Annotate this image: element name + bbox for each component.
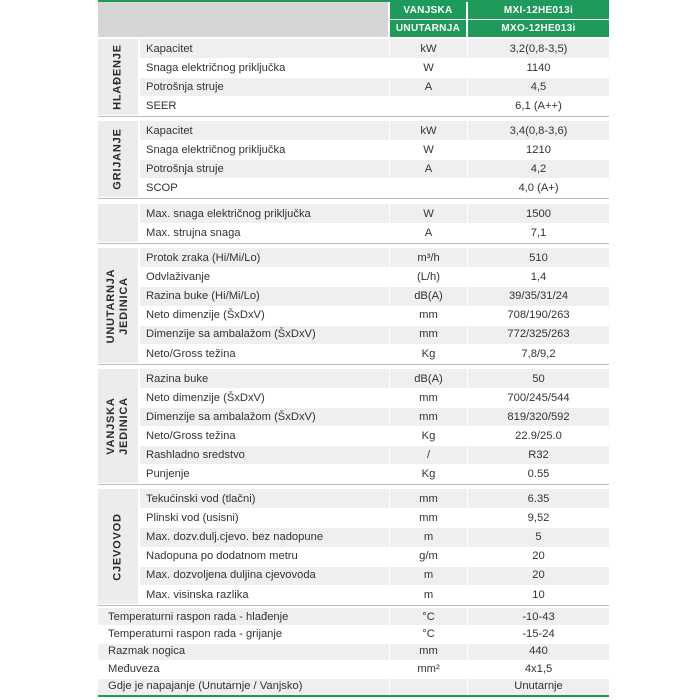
row-name: Max. strujna snaga [146, 226, 241, 239]
column-separator [389, 369, 390, 483]
table-row [140, 508, 609, 527]
row-value: 4x1,5 [524, 662, 553, 675]
row-name: Potrošnja struje [146, 80, 224, 93]
table-row [98, 625, 609, 642]
row-value: 39/35/31/24 [508, 289, 569, 302]
row-name: Plinski vod (usisni) [146, 511, 239, 524]
row-separator [140, 527, 609, 528]
row-value: 6,1 (A++) [515, 99, 562, 112]
row-unit: m [423, 588, 434, 601]
section-divider [98, 116, 609, 117]
row-name: Punjenje [146, 467, 190, 480]
row-name: Protok zraka (Hi/Mi/Lo) [146, 251, 261, 264]
row-name: Odvlaživanje [146, 270, 211, 283]
row-separator [140, 223, 609, 224]
row-unit: W [423, 207, 434, 220]
row-name: Neto/Gross težina [146, 429, 236, 442]
row-unit: W [423, 61, 434, 74]
column-separator [467, 489, 468, 604]
table-row [140, 388, 609, 407]
row-separator [140, 464, 609, 465]
header-vanjska: VANJSKA [390, 2, 466, 19]
row-unit: °C [422, 628, 435, 641]
section-label-line: CJEVOVOD [111, 512, 124, 581]
table-row [140, 39, 609, 58]
section-rows-hladenje [140, 39, 609, 115]
section-label-unutarnja [105, 268, 131, 343]
row-separator [140, 344, 609, 345]
row-separator [140, 547, 609, 548]
table-row [140, 140, 609, 159]
row-value: 1140 [526, 61, 551, 74]
row-name: Međuveza [108, 662, 160, 675]
row-value: 708/190/263 [507, 309, 570, 322]
table-row [140, 306, 609, 325]
row-unit [390, 178, 467, 197]
section-label-line: VANJSKA [105, 397, 117, 455]
header-model-indoor: MXI-12HE013i [468, 2, 609, 19]
row-separator [140, 96, 609, 97]
column-separator [467, 248, 468, 363]
row-unit: kW [420, 42, 437, 55]
row-unit: A [424, 162, 433, 175]
row-unit: mm [419, 309, 438, 322]
table-row [140, 267, 609, 286]
row-separator [140, 159, 609, 160]
column-separator [389, 204, 390, 242]
table-row [140, 96, 609, 115]
row-value: 3,4(0,8-3,6) [509, 124, 568, 137]
section-divider [98, 484, 609, 485]
table-row [98, 678, 609, 695]
row-unit: kW [420, 124, 437, 137]
table-row [140, 77, 609, 96]
row-name: Kapacitet [146, 42, 193, 55]
row-name: Razmak nogica [108, 645, 186, 658]
column-separator [389, 489, 390, 604]
row-unit [390, 96, 467, 115]
row-unit: dB(A) [414, 372, 443, 385]
row-name: Kapacitet [146, 124, 193, 137]
table-row [98, 643, 609, 660]
table-row [140, 178, 609, 197]
row-value: 4,0 (A+) [518, 181, 559, 194]
row-value: 4,5 [530, 80, 547, 93]
row-separator [140, 58, 609, 59]
row-name: Rashladno sredstvo [146, 448, 245, 461]
table-row [98, 608, 609, 625]
row-value: R32 [528, 448, 549, 461]
row-value: 1,4 [530, 270, 547, 283]
row-separator [140, 77, 609, 78]
row-value: 440 [529, 645, 548, 658]
table-row [140, 286, 609, 305]
section-rows-ostalo [98, 608, 609, 695]
row-name: Neto dimenzije (ŠxDxV) [146, 391, 265, 404]
column-separator [389, 121, 390, 197]
table-row [140, 527, 609, 546]
row-separator [140, 388, 609, 389]
table-row [140, 159, 609, 178]
row-value: 4,2 [530, 162, 547, 175]
row-value: 5 [535, 530, 542, 543]
row-value: 700/245/544 [507, 391, 570, 404]
row-separator [98, 660, 609, 661]
row-separator [140, 445, 609, 446]
row-name: SEER [146, 99, 177, 112]
row-name: Razina buke (Hi/Mi/Lo) [146, 289, 260, 302]
row-name: Tekućinski vod (tlačni) [146, 492, 256, 505]
row-value: 10 [532, 588, 545, 601]
row-value: -10-43 [522, 610, 555, 623]
table-row [140, 248, 609, 267]
row-unit: mm [419, 492, 438, 505]
column-separator [389, 608, 390, 695]
section-label-line: GRIJANJE [111, 128, 124, 190]
section-rows-vanjska [140, 369, 609, 483]
header-unutarnja: UNUTARNJA [390, 20, 466, 37]
row-unit: A [424, 80, 433, 93]
row-value: 819/320/592 [507, 410, 570, 423]
row-name: Snaga električnog priključka [146, 143, 286, 156]
table-row [140, 121, 609, 140]
row-unit: m [423, 530, 434, 543]
section-label-hladenje [112, 44, 125, 110]
table-row [140, 325, 609, 344]
row-name: Max. dozv.dulj.cjevo. bez nadopune [146, 530, 324, 543]
row-value: 7,1 [530, 226, 547, 239]
row-unit [390, 678, 467, 695]
row-unit: mm² [417, 662, 440, 675]
column-separator [467, 369, 468, 483]
row-name: Snaga električnog priključka [146, 61, 286, 74]
table-row [140, 204, 609, 223]
row-separator [140, 306, 609, 307]
row-name: Max. snaga električnog priključka [146, 207, 311, 220]
table-row [140, 407, 609, 426]
row-unit: mm [419, 511, 438, 524]
section-label-grijanje [112, 128, 125, 189]
row-separator [98, 678, 609, 679]
row-value: 772/325/263 [507, 328, 570, 341]
row-value: 7,8/9,2 [521, 347, 556, 360]
row-value: 22.9/25.0 [515, 429, 562, 442]
row-name: Nadopuna po dodatnom metru [146, 550, 298, 563]
section-rows-max [140, 204, 609, 242]
section-label-line: JEDINICA [118, 397, 130, 455]
table-row [140, 58, 609, 77]
row-name: Dimenzije sa ambalažom (ŠxDxV) [146, 410, 316, 423]
table-row [140, 489, 609, 508]
header-blank [98, 2, 388, 37]
row-value: -15-24 [522, 628, 555, 641]
column-separator [467, 608, 468, 695]
row-name: Max. dozvoljena duljina cjevovoda [146, 569, 316, 582]
header-model-outdoor: MXO-12HE013i [468, 20, 609, 37]
section-rows-unutarnja [140, 248, 609, 363]
table-row [140, 464, 609, 483]
row-unit: mm [419, 391, 438, 404]
row-name: Max. visinska razlika [146, 588, 249, 601]
row-separator [140, 325, 609, 326]
table-row [140, 426, 609, 445]
column-separator [467, 39, 468, 115]
row-unit: mm [419, 645, 438, 658]
row-separator [98, 643, 609, 644]
row-name: SCOP [146, 181, 178, 194]
row-separator [98, 625, 609, 626]
bottom-rule [98, 695, 609, 697]
section-divider [98, 243, 609, 244]
section-label-cjevovod [112, 513, 125, 581]
section-label-line: HLAĐENJE [111, 44, 124, 110]
row-value: 1210 [526, 143, 551, 156]
row-separator [140, 508, 609, 509]
row-value: Unutarnje [514, 680, 563, 693]
row-separator [140, 407, 609, 408]
row-unit: (L/h) [416, 270, 440, 283]
column-separator [467, 204, 468, 242]
row-name: Potrošnja struje [146, 162, 224, 175]
section-label-cell-max [98, 204, 138, 242]
row-value: 20 [532, 569, 545, 582]
row-unit: A [424, 226, 433, 239]
row-value: 6.35 [527, 492, 550, 505]
row-separator [140, 286, 609, 287]
table-row [98, 660, 609, 677]
section-divider [98, 364, 609, 365]
row-separator [140, 140, 609, 141]
column-separator [389, 39, 390, 115]
row-value: 20 [532, 550, 545, 563]
table-row [140, 445, 609, 464]
row-separator [140, 566, 609, 567]
row-unit: mm [419, 410, 438, 423]
section-label-line: JEDINICA [118, 276, 130, 335]
row-name: Dimenzije sa ambalažom (ŠxDxV) [146, 328, 316, 341]
row-name: Neto/Gross težina [146, 347, 236, 360]
row-unit: W [423, 143, 434, 156]
row-unit: Kg [421, 429, 436, 442]
row-value: 1500 [526, 207, 551, 220]
row-value: 50 [532, 372, 545, 385]
row-separator [140, 178, 609, 179]
row-name: Neto dimenzije (ŠxDxV) [146, 309, 265, 322]
row-name: Gdje je napajanje (Unutarnje / Vanjsko) [108, 680, 303, 693]
row-unit: m³/h [417, 251, 440, 264]
table-row [140, 585, 609, 604]
row-separator [140, 267, 609, 268]
row-name: Razina buke [146, 372, 209, 385]
section-rows-grijanje [140, 121, 609, 197]
row-unit: Kg [421, 467, 436, 480]
table-row [140, 566, 609, 585]
column-separator [467, 121, 468, 197]
row-unit: / [426, 448, 431, 461]
row-unit: g/m [419, 550, 438, 563]
row-separator [140, 426, 609, 427]
row-unit: m [423, 569, 434, 582]
section-divider [98, 198, 609, 199]
row-name: Temperaturni raspon rada - grijanje [108, 628, 283, 641]
row-value: 510 [529, 251, 548, 264]
row-value: 3,2(0,8-3,5) [509, 42, 568, 55]
section-label-line: UNUTARNJA [105, 268, 117, 344]
row-unit: Kg [421, 347, 436, 360]
table-row [140, 369, 609, 388]
row-value: 9,52 [527, 511, 550, 524]
row-name: Temperaturni raspon rada - hlađenje [108, 610, 289, 623]
section-divider [98, 605, 609, 606]
row-value: 0.55 [527, 467, 550, 480]
table-row [140, 547, 609, 566]
row-separator [140, 585, 609, 586]
table-row [140, 223, 609, 242]
section-label-vanjska [105, 397, 131, 455]
column-separator [389, 248, 390, 363]
section-rows-cjevovod [140, 489, 609, 604]
row-unit: mm [419, 328, 438, 341]
table-row [140, 344, 609, 363]
row-unit: dB(A) [414, 289, 443, 302]
row-unit: °C [422, 610, 435, 623]
